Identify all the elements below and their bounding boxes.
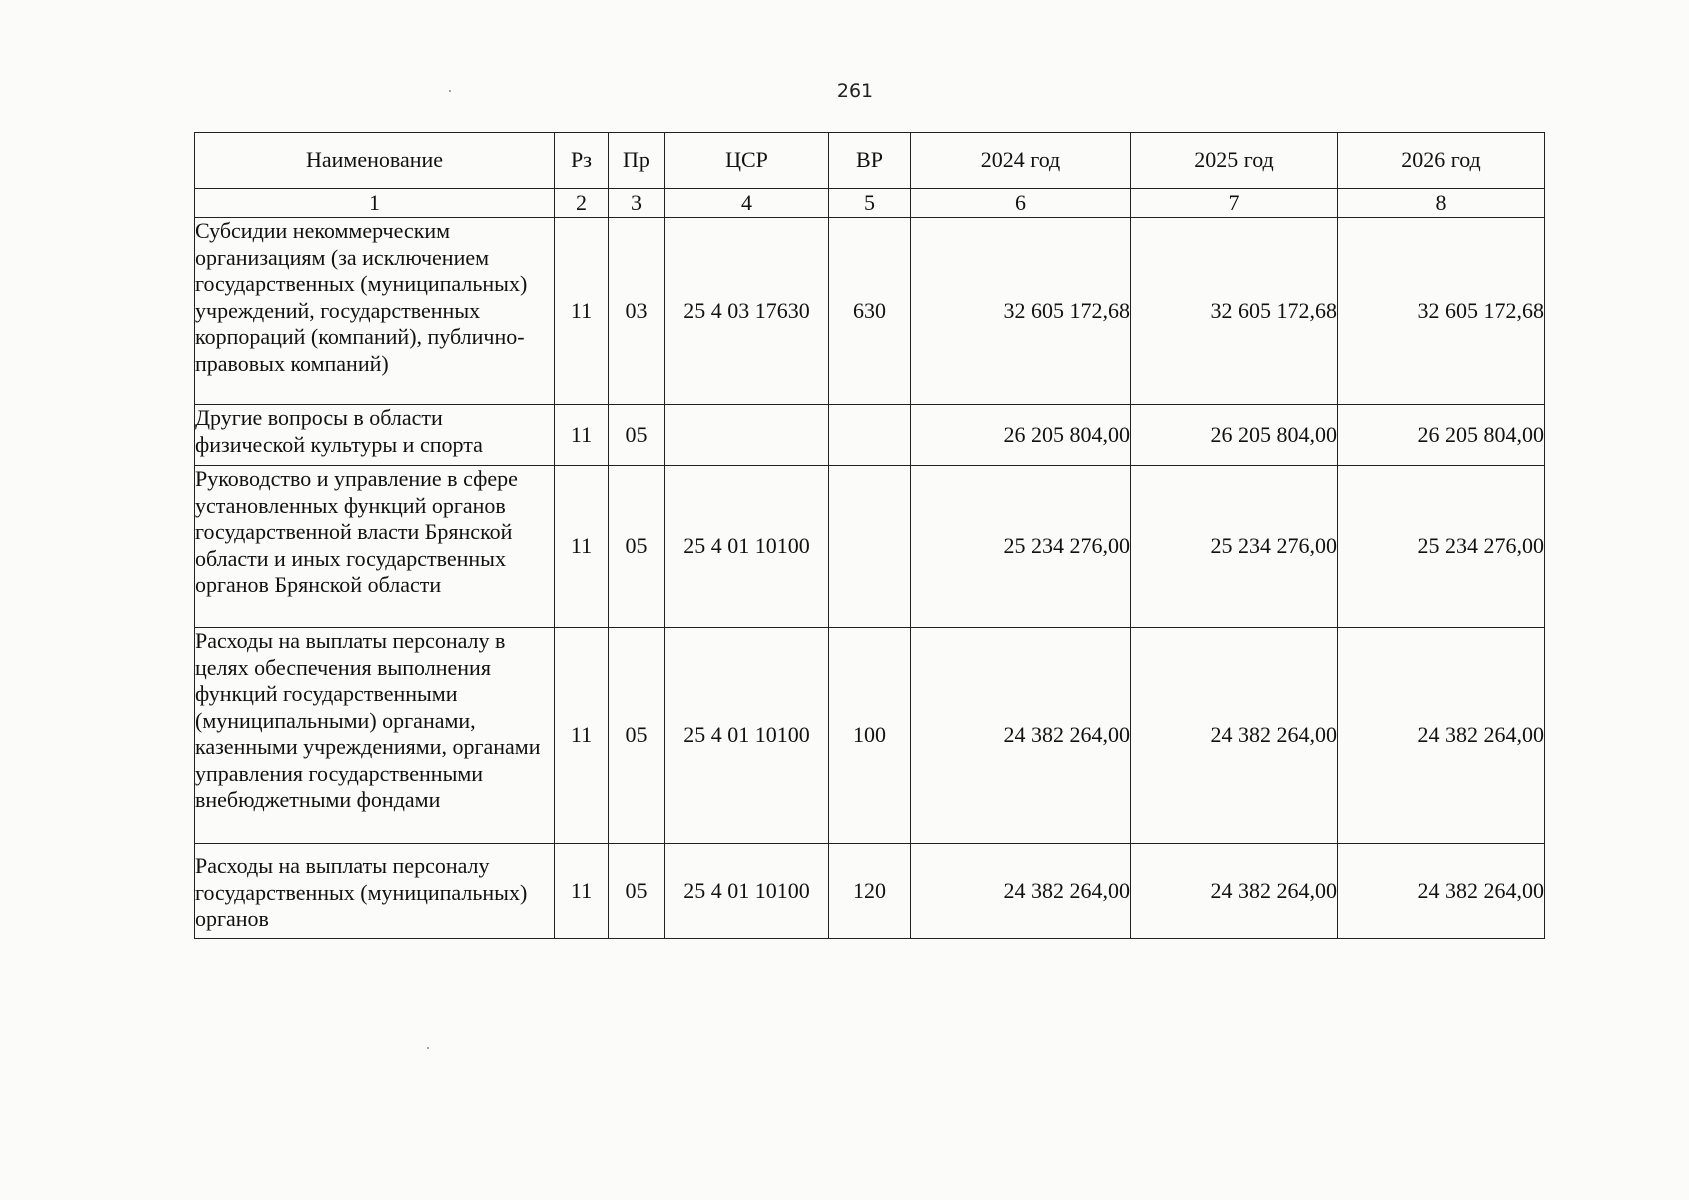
- scan-speck: [427, 1047, 429, 1049]
- row-name: Другие вопросы в области физической культуры и спорта: [195, 405, 555, 466]
- row-name: Расходы на выплаты персоналу в целях обеспечения выполнения функций государственными (муниципальными) органами, казенными учреждениями, органами управления государственными внебюджетными фондами: [195, 628, 555, 844]
- row-vr: 100: [829, 628, 911, 844]
- row-amount-2026: 32 605 172,68: [1338, 218, 1545, 405]
- column-number: 3: [609, 189, 665, 218]
- row-amount-2026: 24 382 264,00: [1338, 628, 1545, 844]
- row-amount-2024: 24 382 264,00: [911, 628, 1131, 844]
- header-pr: Пр: [609, 133, 665, 189]
- row-amount-2025: 26 205 804,00: [1131, 405, 1338, 466]
- row-name: Субсидии некоммерческим организациям (за исключением государственных (муниципальных) учреждений, государственных корпораций (компаний), публично-правовых компаний): [195, 218, 555, 405]
- row-csr: 25 4 03 17630: [665, 218, 829, 405]
- row-amount-2024: 24 382 264,00: [911, 844, 1131, 939]
- row-rz: 11: [555, 218, 609, 405]
- table-row: [195, 628, 1545, 844]
- row-vr: [829, 466, 911, 628]
- row-rz: 11: [555, 628, 609, 844]
- column-number: 8: [1338, 189, 1545, 218]
- table-row: [195, 218, 1545, 405]
- header-vr: ВР: [829, 133, 911, 189]
- row-amount-2026: 24 382 264,00: [1338, 844, 1545, 939]
- row-amount-2025: 24 382 264,00: [1131, 628, 1338, 844]
- row-csr: 25 4 01 10100: [665, 466, 829, 628]
- header-2026: 2026 год: [1338, 133, 1545, 189]
- row-amount-2024: 26 205 804,00: [911, 405, 1131, 466]
- row-pr: 05: [609, 405, 665, 466]
- row-pr: 03: [609, 218, 665, 405]
- header-2025: 2025 год: [1131, 133, 1338, 189]
- header-name: Наименование: [195, 133, 555, 189]
- row-vr: 120: [829, 844, 911, 939]
- table-row: [195, 405, 1545, 466]
- row-csr: 25 4 01 10100: [665, 628, 829, 844]
- table-row: [195, 844, 1545, 939]
- row-rz: 11: [555, 405, 609, 466]
- row-amount-2026: 26 205 804,00: [1338, 405, 1545, 466]
- row-rz: 11: [555, 466, 609, 628]
- row-vr: 630: [829, 218, 911, 405]
- row-pr: 05: [609, 844, 665, 939]
- column-number-row: [195, 189, 1545, 218]
- budget-table: [194, 132, 1545, 939]
- row-amount-2024: 32 605 172,68: [911, 218, 1131, 405]
- column-number: 7: [1131, 189, 1338, 218]
- row-amount-2026: 25 234 276,00: [1338, 466, 1545, 628]
- column-number: 6: [911, 189, 1131, 218]
- header-2024: 2024 год: [911, 133, 1131, 189]
- column-number: 4: [665, 189, 829, 218]
- row-csr: [665, 405, 829, 466]
- scan-speck: [449, 90, 451, 92]
- row-amount-2025: 25 234 276,00: [1131, 466, 1338, 628]
- header-rz: Рз: [555, 133, 609, 189]
- row-amount-2025: 32 605 172,68: [1131, 218, 1338, 405]
- row-name: Расходы на выплаты персоналу государственных (муниципальных) органов: [195, 844, 555, 939]
- page-number: 261: [836, 80, 874, 102]
- column-number: 1: [195, 189, 555, 218]
- column-number: 5: [829, 189, 911, 218]
- column-number: 2: [555, 189, 609, 218]
- row-rz: 11: [555, 844, 609, 939]
- table-row: [195, 466, 1545, 628]
- row-pr: 05: [609, 466, 665, 628]
- row-amount-2025: 24 382 264,00: [1131, 844, 1338, 939]
- header-row: [195, 133, 1545, 189]
- row-amount-2024: 25 234 276,00: [911, 466, 1131, 628]
- row-pr: 05: [609, 628, 665, 844]
- header-csr: ЦСР: [665, 133, 829, 189]
- row-csr: 25 4 01 10100: [665, 844, 829, 939]
- row-name: Руководство и управление в сфере установленных функций органов государственной власти Брянской области и иных государственных органов Брянской области: [195, 466, 555, 628]
- row-vr: [829, 405, 911, 466]
